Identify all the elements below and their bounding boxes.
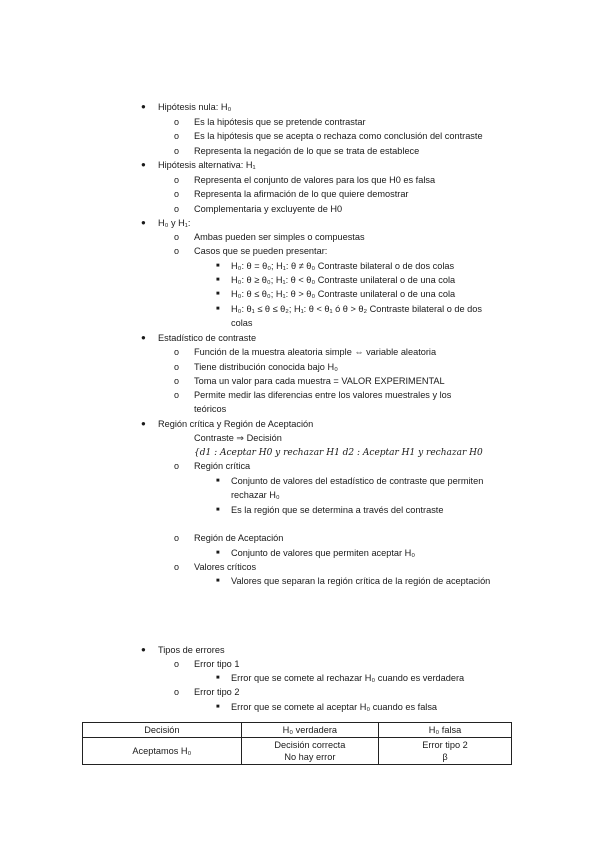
list-item-text: Función de la muestra aleatoria simple ⇔ variable aleatoria (194, 347, 437, 357)
list-item-text: rechazar H₀ (231, 490, 280, 500)
cell-text: Decisión correcta (274, 740, 346, 750)
list-item (216, 547, 416, 559)
list-item-text: H₀: θ ≥ θ₀; H₁: θ < θ₀ Contraste unilateral o de una cola (231, 275, 456, 285)
list-item (231, 317, 252, 329)
list-item-text: Representa el conjunto de valores para los que H0 es falsa (194, 175, 436, 185)
list-item (216, 672, 465, 684)
bullet-square-icon: ■ (216, 478, 220, 484)
cell-text: Error tipo 2 (422, 740, 468, 750)
list-item-text: Casos que se pueden presentar: (194, 246, 328, 256)
bullet-circle-icon: o (174, 562, 180, 572)
list-item (174, 174, 436, 186)
list-item-text: H₀: θ₁ ≤ θ ≤ θ₂; H₁: θ < θ₁ ó θ > θ₂ Contraste bilateral o de dos (231, 304, 482, 314)
list-item-text: Región de Aceptación (194, 533, 284, 543)
bullet-circle-icon: o (174, 131, 180, 141)
list-item (174, 188, 409, 200)
list-item (216, 260, 455, 272)
bullet-circle-icon: o (174, 246, 180, 256)
header-h0-false: H₀ falsa (378, 723, 511, 738)
list-item (174, 389, 452, 401)
list-item-text: Tipos de errores (158, 645, 225, 655)
bullet-square-icon: ■ (216, 550, 220, 556)
list-item-text: Es la hipótesis que se pretende contrastar (194, 117, 366, 127)
list-item-text: Representa la negación de lo que se trata de establece (194, 146, 420, 156)
bullet-circle-icon: o (174, 146, 180, 156)
list-item (174, 145, 420, 157)
bullet-dot-icon: ● (141, 160, 146, 169)
cell-correct-decision (241, 738, 378, 765)
list-item (174, 375, 445, 387)
list-item-text: Hipótesis alternativa: H₁ (158, 160, 256, 170)
list-item-text: Error tipo 1 (194, 659, 240, 669)
bullet-circle-icon: o (174, 175, 180, 185)
list-item (174, 686, 240, 698)
cell-text: No hay error (284, 752, 336, 762)
list-item (174, 245, 328, 257)
list-item-text: H₀: θ ≤ θ₀; H₁: θ > θ₀ Contraste unilateral o de una cola (231, 289, 456, 299)
list-item-text: Valores que separan la región crítica de la región de aceptación (231, 576, 491, 586)
bullet-dot-icon: ● (141, 645, 146, 654)
cell-text: β (442, 752, 448, 762)
bullet-dot-icon: ● (141, 218, 146, 227)
list-item (174, 116, 366, 128)
list-item (194, 403, 226, 415)
list-item (141, 644, 225, 656)
bullet-circle-icon: o (174, 390, 180, 400)
list-item (141, 101, 232, 113)
list-item (174, 658, 240, 670)
bullet-dot-icon: ● (141, 419, 146, 428)
list-item (174, 346, 437, 358)
cell-error-type-2 (378, 738, 511, 765)
list-item (194, 432, 282, 444)
bullet-circle-icon: o (174, 659, 180, 669)
list-item (216, 303, 482, 315)
list-item (174, 231, 365, 243)
list-item (141, 418, 314, 430)
header-h0-true: H₀ verdadera (241, 723, 378, 738)
list-item-text: H₀: θ = θ₀; H₁: θ ≠ θ₀ Contraste bilateral o de dos colas (231, 261, 455, 271)
bullet-circle-icon: o (174, 362, 180, 372)
bullet-circle-icon: o (174, 189, 180, 199)
bullet-circle-icon: o (174, 687, 180, 697)
list-item (141, 332, 257, 344)
list-item (174, 130, 483, 142)
list-item (216, 701, 438, 713)
list-item-text: Estadístico de contraste (158, 333, 257, 343)
list-item-text: colas (231, 318, 253, 328)
bullet-circle-icon: o (174, 232, 180, 242)
bullet-circle-icon: o (174, 347, 180, 357)
bullet-square-icon: ■ (216, 507, 220, 513)
list-item-text: Error que se comete al rechazar H₀ cuando es verdadera (231, 673, 465, 683)
bullet-square-icon: ■ (216, 578, 220, 584)
list-item (141, 217, 191, 229)
list-item-text: Permite medir las diferencias entre los valores muestrales y los (194, 390, 452, 400)
list-item (194, 446, 483, 459)
list-item-text: Error tipo 2 (194, 687, 240, 697)
list-item-text: Valores críticos (194, 562, 257, 572)
list-item-text: Tiene distribución conocida bajo H₀ (194, 362, 338, 372)
bullet-circle-icon: o (174, 376, 180, 386)
list-item-text: Representa la afirmación de lo que quiere demostrar (194, 189, 409, 199)
bullet-dot-icon: ● (141, 333, 146, 342)
list-item-text: Es la región que se determina a través del contraste (231, 505, 444, 515)
list-item (216, 575, 491, 587)
list-item (216, 504, 444, 516)
bullet-dot-icon: ● (141, 102, 146, 111)
list-item (174, 561, 257, 573)
bullet-square-icon: ■ (216, 306, 220, 312)
list-item-text: Es la hipótesis que se acepta o rechaza como conclusión del contraste (194, 131, 483, 141)
list-item-text: H₀ y H₁: (158, 218, 191, 228)
bullet-square-icon: ■ (216, 263, 220, 269)
list-item-text: Toma un valor para cada muestra = VALOR EXPERIMENTAL (194, 376, 445, 386)
errors-table (82, 722, 512, 765)
bullet-circle-icon: o (174, 461, 180, 471)
list-item-text: Complementaria y excluyente de H0 (194, 204, 343, 214)
list-item-text: Conjunto de valores que permiten aceptar H₀ (231, 548, 416, 558)
list-item-text: teóricos (194, 404, 227, 414)
list-item-text: Contraste ⇒ Decisión (194, 433, 282, 443)
bullet-circle-icon: o (174, 204, 180, 214)
table-row (83, 738, 512, 765)
list-item-text: Error que se comete al aceptar H₀ cuando es falsa (231, 702, 438, 712)
list-item (174, 361, 338, 373)
bullet-circle-icon: o (174, 117, 180, 127)
bullet-square-icon: ■ (216, 675, 220, 681)
list-item (216, 288, 456, 300)
list-item-text: {d1 : Aceptar H0 y rechazar H1 d2 : Aceptar H1 y rechazar H0 (194, 448, 483, 458)
bullet-square-icon: ■ (216, 291, 220, 297)
list-item (216, 274, 456, 286)
list-item-text: Conjunto de valores del estadístico de contraste que permiten (231, 476, 484, 486)
row-label: Aceptamos H₀ (83, 738, 242, 765)
list-item (174, 460, 251, 472)
list-item (141, 159, 256, 171)
bullet-square-icon: ■ (216, 704, 220, 710)
bullet-circle-icon: o (174, 533, 180, 543)
list-item (231, 489, 280, 501)
table-header-row (83, 723, 512, 738)
list-item (174, 532, 284, 544)
list-item (216, 475, 484, 487)
header-decision: Decisión (83, 723, 242, 738)
list-item-text: Ambas pueden ser simples o compuestas (194, 232, 365, 242)
list-item-text: Región crítica (194, 461, 251, 471)
list-item (174, 203, 343, 215)
list-item-text: Hipótesis nula: H₀ (158, 102, 232, 112)
list-item-text: Región crítica y Región de Aceptación (158, 419, 314, 429)
bullet-square-icon: ■ (216, 277, 220, 283)
